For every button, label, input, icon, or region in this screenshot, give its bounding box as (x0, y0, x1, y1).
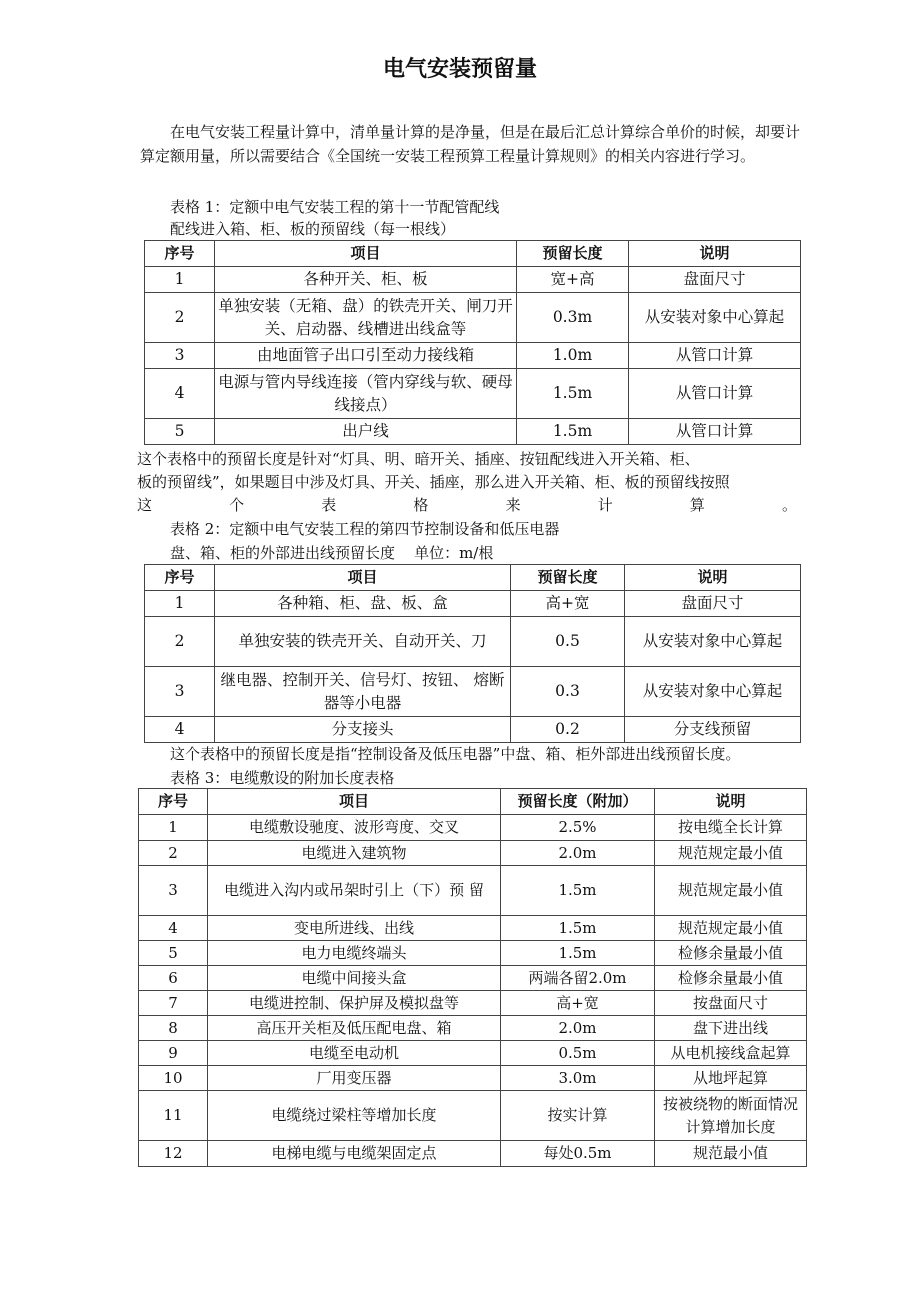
table1-note-line3 (137, 494, 797, 517)
table3-header-item: 项目 (208, 789, 501, 815)
cell-item: 电缆进控制、保护屏及模拟盘等 (208, 991, 501, 1016)
table-row (145, 267, 801, 293)
cell-item: 继电器、控制开关、信号灯、按钮、 熔断器等小电器 (215, 667, 511, 717)
cell-no: 5 (139, 941, 208, 966)
table-row (139, 1016, 807, 1041)
table1-note-line2: 板的预留线”，如果题目中涉及灯具、开关、插座，那么进入开关箱、柜、板的预留线按照 (137, 473, 730, 491)
cell-note: 规范最小值 (655, 1141, 807, 1167)
cell-no: 4 (145, 369, 215, 419)
table-row (145, 667, 801, 717)
cell-no: 4 (139, 916, 208, 941)
cell-no: 1 (145, 591, 215, 617)
table-row (139, 1091, 807, 1141)
cell-note: 按盘面尺寸 (655, 991, 807, 1016)
cell-item: 单独安装的铁壳开关、自动开关、刀 (215, 617, 511, 667)
note-char: 格 (413, 496, 429, 514)
table3-caption: 表格 3：电缆敷设的附加长度表格 (170, 769, 395, 787)
table2-header-no: 序号 (145, 565, 215, 591)
cell-length: 1.5m (501, 916, 655, 941)
cell-note: 从地坪起算 (655, 1066, 807, 1091)
table-row (139, 841, 807, 866)
cell-length: 1.5m (501, 941, 655, 966)
cell-length: 高+宽 (511, 591, 625, 617)
cell-length: 按实计算 (501, 1091, 655, 1141)
cell-length: 0.3 (511, 667, 625, 717)
cell-item: 单独安装（无箱、盘）的铁壳开关、闸刀开关、启动器、线槽进出线盒等 (215, 293, 517, 343)
cell-length: 2.5% (501, 815, 655, 841)
table2-caption: 表格 2：定额中电气安装工程的第四节控制设备和低压电器 (170, 520, 560, 538)
table-row (139, 916, 807, 941)
cell-length: 1.5m (501, 866, 655, 916)
cell-length: 两端各留2.0m (501, 966, 655, 991)
cell-note: 检修余量最小值 (655, 941, 807, 966)
table-row (139, 1041, 807, 1066)
note-char: 这 (137, 496, 153, 514)
cell-item: 电缆进入沟内或吊架时引上（下）预 留 (208, 866, 501, 916)
cell-item: 电缆中间接头盒 (208, 966, 501, 991)
table-row (139, 815, 807, 841)
table1-header-item: 项目 (215, 241, 517, 267)
cell-no: 3 (139, 866, 208, 916)
cell-no: 7 (139, 991, 208, 1016)
cell-item: 电缆敷设驰度、波形弯度、交叉 (208, 815, 501, 841)
cell-no: 3 (145, 667, 215, 717)
cell-no: 5 (145, 419, 215, 445)
cell-no: 2 (145, 293, 215, 343)
cell-no: 4 (145, 717, 215, 743)
cell-length: 1.0m (517, 343, 629, 369)
cell-no: 2 (145, 617, 215, 667)
cell-no: 1 (145, 267, 215, 293)
cell-note: 规范规定最小值 (655, 841, 807, 866)
cell-length: 每处0.5m (501, 1141, 655, 1167)
cell-item: 分支接头 (215, 717, 511, 743)
table1-header-no: 序号 (145, 241, 215, 267)
table-row (139, 1141, 807, 1167)
table3 (138, 788, 807, 1167)
table-row (145, 591, 801, 617)
cell-no: 1 (139, 815, 208, 841)
cell-length: 3.0m (501, 1066, 655, 1091)
cell-no: 11 (139, 1091, 208, 1141)
cell-note: 按被绕物的断面情况计算增加长度 (655, 1091, 807, 1141)
table-row (139, 866, 807, 916)
cell-note: 从管口计算 (629, 343, 801, 369)
cell-note: 规范规定最小值 (655, 866, 807, 916)
page-title: 电气安装预留量 (382, 57, 537, 82)
table-row (145, 617, 801, 667)
table-row (145, 419, 801, 445)
cell-no: 2 (139, 841, 208, 866)
table2-subcaption: 盘、箱、柜的外部进出线预留长度 单位：m/根 (170, 544, 494, 562)
cell-item: 电缆至电动机 (208, 1041, 501, 1066)
cell-length: 1.5m (517, 369, 629, 419)
note-char: 计 (597, 496, 613, 514)
cell-item: 厂用变压器 (208, 1066, 501, 1091)
table1 (144, 240, 801, 445)
table-row (139, 991, 807, 1016)
cell-note: 从管口计算 (629, 369, 801, 419)
cell-length: 宽+高 (517, 267, 629, 293)
table-row (145, 717, 801, 743)
cell-note: 盘下进出线 (655, 1016, 807, 1041)
note-char: 来 (505, 496, 521, 514)
cell-length: 1.5m (517, 419, 629, 445)
table1-subcaption: 配线进入箱、柜、板的预留线（每一根线） (170, 220, 456, 238)
note-char: 个 (229, 496, 245, 514)
cell-length: 高+宽 (501, 991, 655, 1016)
table3-header-no: 序号 (139, 789, 208, 815)
cell-note: 从安装对象中心算起 (629, 293, 801, 343)
note-char: 。 (781, 496, 797, 514)
cell-length: 0.5m (501, 1041, 655, 1066)
table2 (144, 564, 801, 743)
table3-header-length: 预留长度（附加） (501, 789, 655, 815)
cell-note: 从管口计算 (629, 419, 801, 445)
cell-note: 分支线预留 (625, 717, 801, 743)
table2-header-length: 预留长度 (511, 565, 625, 591)
cell-note: 检修余量最小值 (655, 966, 807, 991)
cell-length: 0.5 (511, 617, 625, 667)
cell-item: 出户线 (215, 419, 517, 445)
table2-header-item: 项目 (215, 565, 511, 591)
cell-item: 电力电缆终端头 (208, 941, 501, 966)
cell-no: 6 (139, 966, 208, 991)
note-char: 表 (321, 496, 337, 514)
cell-no: 9 (139, 1041, 208, 1066)
table1-note-line1: 这个表格中的预留长度是针对“灯具、明、暗开关、插座、按钮配线进入开关箱、柜、 (137, 450, 700, 468)
table1-header-note: 说明 (629, 241, 801, 267)
cell-item: 电缆绕过梁柱等增加长度 (208, 1091, 501, 1141)
table2-header-note: 说明 (625, 565, 801, 591)
cell-note: 从电机接线盒起算 (655, 1041, 807, 1066)
cell-length: 2.0m (501, 841, 655, 866)
table-row (139, 966, 807, 991)
table1-caption: 表格 1：定额中电气安装工程的第十一节配管配线 (170, 198, 500, 216)
note-char: 算 (689, 496, 705, 514)
cell-note: 盘面尺寸 (625, 591, 801, 617)
cell-length: 0.2 (511, 717, 625, 743)
cell-item: 电梯电缆与电缆架固定点 (208, 1141, 501, 1167)
table3-header-note: 说明 (655, 789, 807, 815)
table-row (145, 343, 801, 369)
table2-note: 这个表格中的预留长度是指“控制设备及低压电器”中盘、箱、柜外部进出线预留长度。 (170, 745, 741, 763)
intro-paragraph: 在电气安装工程量计算中，清单量计算的是净量，但是在最后汇总计算综合单价的时候，却要计算定额用量，所以需要结合《全国统一安装工程预算工程量计算规则》的相关内容进行学习。 (140, 123, 801, 165)
cell-item: 电缆进入建筑物 (208, 841, 501, 866)
cell-no: 8 (139, 1016, 208, 1041)
table1-header-length: 预留长度 (517, 241, 629, 267)
cell-item: 由地面管子出口引至动力接线箱 (215, 343, 517, 369)
cell-item: 各种开关、柜、板 (215, 267, 517, 293)
table-row (139, 941, 807, 966)
cell-no: 10 (139, 1066, 208, 1091)
cell-item: 高压开关柜及低压配电盘、箱 (208, 1016, 501, 1041)
cell-no: 3 (145, 343, 215, 369)
cell-note: 盘面尺寸 (629, 267, 801, 293)
cell-item: 变电所进线、出线 (208, 916, 501, 941)
table-row (145, 369, 801, 419)
cell-length: 2.0m (501, 1016, 655, 1041)
cell-item: 各种箱、柜、盘、板、盒 (215, 591, 511, 617)
cell-note: 按电缆全长计算 (655, 815, 807, 841)
cell-no: 12 (139, 1141, 208, 1167)
cell-note: 从安装对象中心算起 (625, 667, 801, 717)
cell-note: 从安装对象中心算起 (625, 617, 801, 667)
cell-length: 0.3m (517, 293, 629, 343)
cell-note: 规范规定最小值 (655, 916, 807, 941)
table-row (139, 1066, 807, 1091)
cell-item: 电源与管内导线连接（管内穿线与软、硬母线接点） (215, 369, 517, 419)
table-row (145, 293, 801, 343)
